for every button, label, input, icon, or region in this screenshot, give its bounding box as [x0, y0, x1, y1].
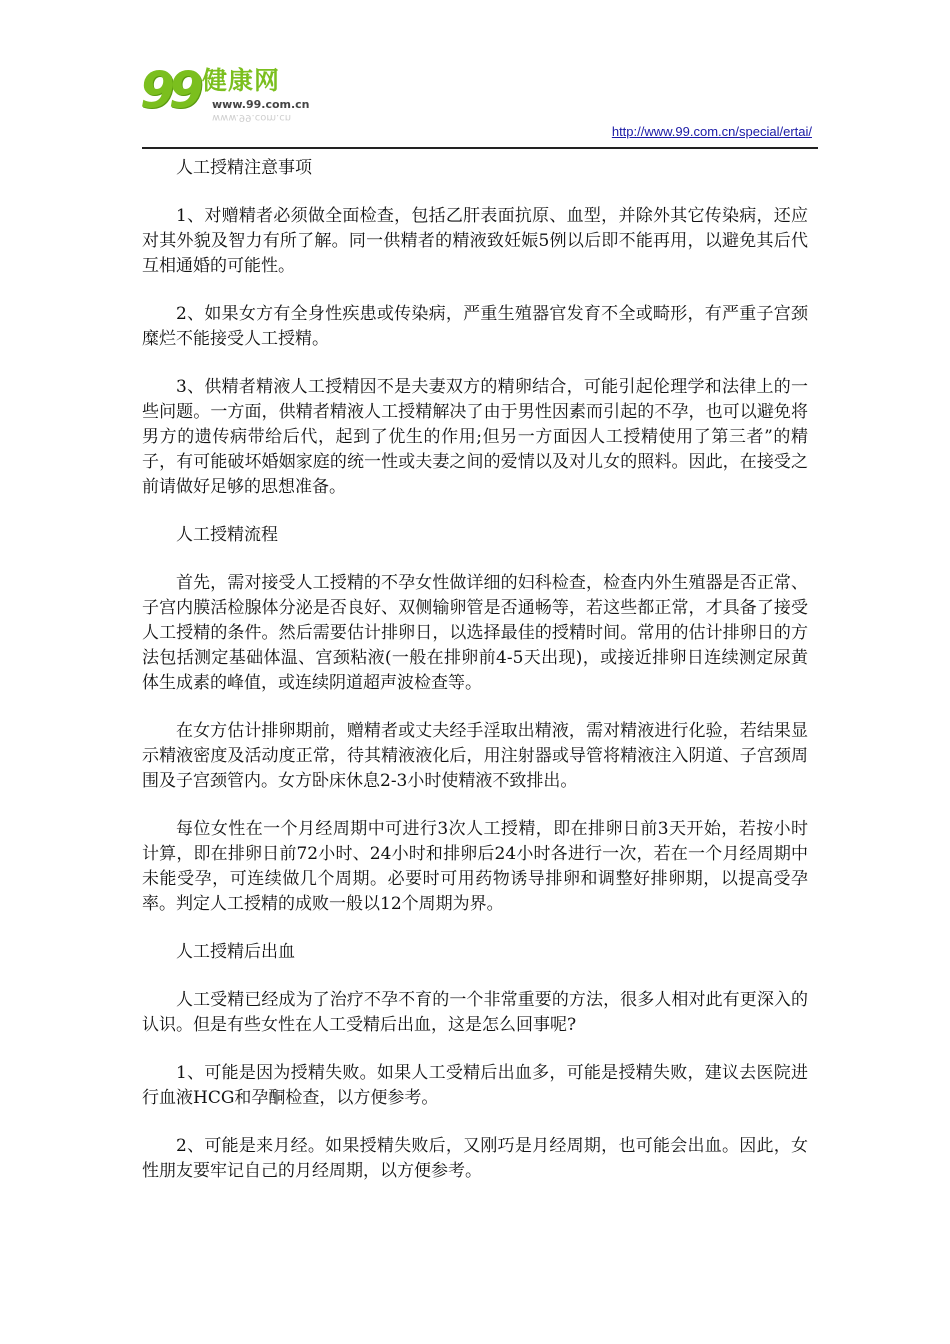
paragraph: 每位女性在一个月经周期中可进行3次人工授精，即在排卵日前3天开始，若按小时计算，即在排卵日前72小时、24小时和排卵后24小时各进行一次，若在一个月经周期中未能受孕，可连续做几个周期。必要时可用药物诱导排卵和调整好排卵期，以提高受孕率。判定人工授精的成败一般以12个周期为界。: [142, 819, 808, 914]
paragraph: 1、对赠精者必须做全面检查，包括乙肝表面抗原、血型，并除外其它传染病，还应对其外貌及智力有所了解。同一供精者的精液致妊娠5例以后即不能再用，以避免其后代互相通婚的可能性。: [142, 206, 808, 276]
heading-precautions: 人工授精注意事项: [176, 158, 312, 178]
site-logo: [140, 62, 340, 132]
logo-url: www.99.com.cn: [212, 98, 310, 111]
header-link[interactable]: http://www.99.com.cn/special/ertai/: [611, 124, 812, 139]
paragraph: 人工受精已经成为了治疗不孕不育的一个非常重要的方法，很多人相对此有更深入的认识。但是有些女性在人工受精后出血，这是怎么回事呢?: [142, 990, 808, 1035]
header-divider: [142, 147, 818, 149]
logo-brand-name: 健康网: [202, 66, 281, 95]
document-body: [142, 156, 808, 1207]
heading-procedure: 人工授精流程: [176, 525, 278, 545]
logo-number: 99: [140, 61, 198, 119]
paragraph: 2、可能是来月经。如果授精失败后，又刚巧是月经周期，也可能会出血。因此，女性朋友要牢记自己的月经周期，以方便参考。: [142, 1136, 808, 1181]
paragraph: 首先，需对接受人工授精的不孕女性做详细的妇科检查，检查内外生殖器是否正常、子宫内膜活检腺体分泌是否良好、双侧输卵管是否通畅等，若这些都正常，才具备了接受人工授精的条件。然后需要估计排卵日，以选择最佳的授精时间。常用的估计排卵日的方法包括测定基础体温、宫颈粘液(一般在排卵前4-5天出现)，或接近排卵日连续测定尿黄体生成素的峰值，或连续阴道超声波检查等。: [142, 573, 808, 693]
paragraph: 3、供精者精液人工授精因不是夫妻双方的精卵结合，可能引起伦理学和法律上的一些问题。一方面，供精者精液人工授精解决了由于男性因素而引起的不孕，也可以避免将男方的遗传病带给后代，起到了优生的作用;但另一方面因人工授精使用了第三者”的精子，有可能破坏婚姻家庭的统一性或夫妻之间的爱情以及对儿女的照料。因此，在接受之前请做好足够的思想准备。: [142, 377, 808, 497]
paragraph: 1、可能是因为授精失败。如果人工受精后出血多，可能是授精失败，建议去医院进行血液HCG和孕酮检查，以方便参考。: [142, 1063, 808, 1108]
paragraph: 在女方估计排卵期前，赠精者或丈夫经手淫取出精液，需对精液进行化验，若结果显示精液密度及活动度正常，待其精液液化后，用注射器或导管将精液注入阴道、子宫颈周围及子宫颈管内。女方卧床休息2-3小时使精液不致排出。: [142, 721, 808, 791]
logo-url-reflection: www.99.com.cn: [212, 112, 292, 123]
heading-bleeding: 人工授精后出血: [176, 942, 295, 962]
paragraph: 2、如果女方有全身性疾患或传染病，严重生殖器官发育不全或畸形，有严重子宫颈糜烂不能接受人工授精。: [142, 304, 808, 349]
